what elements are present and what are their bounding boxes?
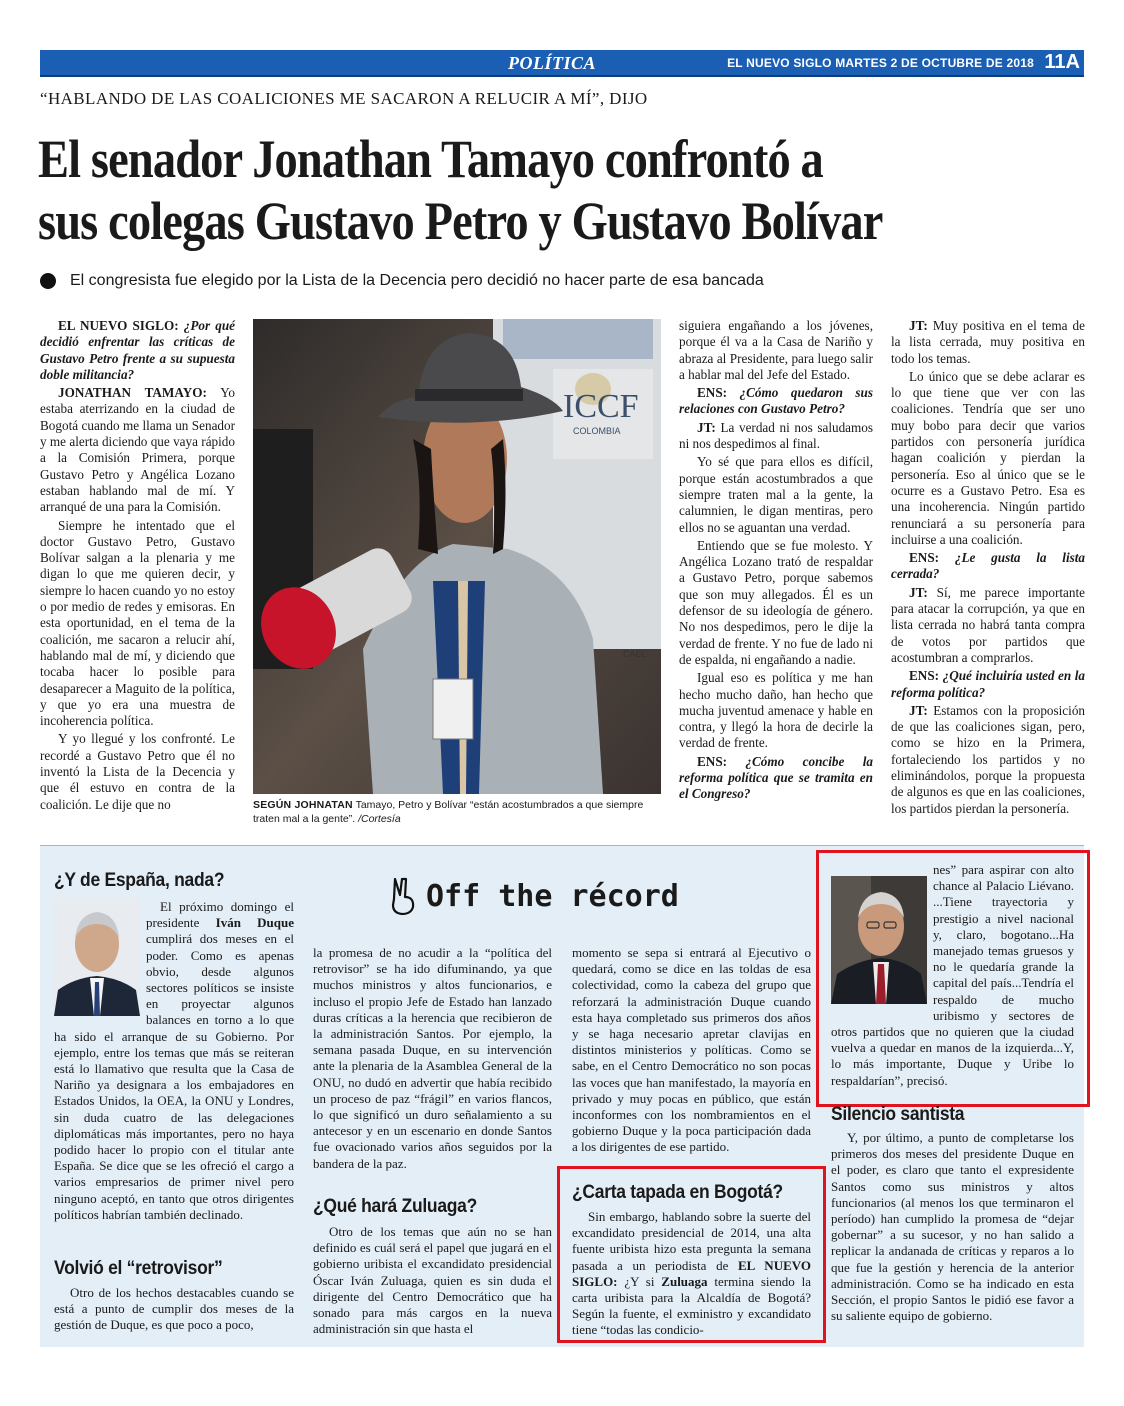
carta-text-a: Sin embargo, hablando sobre la suerte del excandidato presidencial de 2014, una alta fuente uribista hizo esta pregunta la semana pasada a un periodista de: [572, 1209, 811, 1273]
paragraph: Siempre he intentado que el doctor Gustavo Petro, Gustavo Bolívar salgan a la plenaria y me digan lo que me quieren decir, y siempre lo hacen cuando yo no estoy o por medio de redes y emisoras. En esta oportunidad, en el tema de la coalición, me sacaron a relucir ahí, hablando mal de mí, y diciendo que tocaba hacer lo posible para desaparecer a Maguito de la política, y que yo era una muestra de incoherencia política.: [40, 517, 235, 729]
silencio-text: [831, 1130, 1074, 1324]
article-column-3: [679, 318, 873, 805]
paragraph: nes” para aspirar con alto chance al Palacio Liévano. ...Tiene trayectoria y prestigio a nivel nacional y, claro, bogotano...Ha manejado temas gruesos y no le quedaría grande la capital del país...Tendría el respaldo de mucho uribismo y sectores de otros partidos que no quieren que la ciudad vuelva a quedar en manos de la izquierda...Y, lo más importante, Duque y Uribe lo respaldarían”, precisó.: [831, 862, 1074, 1088]
section-header-bar: [40, 50, 1084, 77]
victory-hand-icon: [388, 877, 418, 915]
zuluaga-text-2: [572, 945, 811, 1156]
subheading-retrovisor: Volvió el “retrovisor”: [54, 1258, 223, 1279]
page-number: 11A: [1044, 51, 1080, 73]
photo-backdrop-subtext: COLOMBIA: [573, 426, 621, 436]
subheading-zuluaga: ¿Qué hará Zuluaga?: [313, 1196, 478, 1217]
subheading-espana: ¿Y de España, nada?: [54, 870, 225, 891]
photo-banner-text: CAEL: [623, 649, 647, 659]
article-photo: [253, 319, 661, 794]
photo-backdrop-text: ICCF: [563, 388, 639, 425]
carta-text-e: termina siendo la carta uribista para la Alcaldía de Bogotá? Según la fuente, el exministro y excandidato tiene “todas las condicio-: [572, 1273, 811, 1338]
paper-date: EL NUEVO SIGLO MARTES 2 DE OCTUBRE DE 2018: [727, 56, 1034, 70]
answer: Estamos con la proposición de que las coaliciones sigan, pero, como se hizo en la Primera, fortaleciendo los partidos y no eliminándolos, porque la propuesta de algunos es que en las coaliciones, los partidos pierdan la personería.: [891, 702, 1086, 816]
carta-zuluaga-name: Zuluaga: [661, 1273, 708, 1289]
article-column-1: [40, 318, 235, 815]
off-the-record-title: [388, 877, 679, 915]
headline-line-1: El senador Jonathan Tamayo confrontó a: [38, 129, 823, 189]
paragraph: Y, por último, a punto de completarse los primeros dos meses del presidente Duque en el poder, es claro que tanto el expresidente Santos como sus ministros y altos funcionarios (al menos los que terminaron el período) han cumplido la promesa de “dejar gobernar” a su sucesor, y no han salido a replicar la andanada de críticas y reparos a lo que fue la gestión y herencia de la anterior administración. Como se ha indicado en esta Sección, el propio Santos le pidió ese favor a su saliente equipo de gobierno.: [831, 1130, 1074, 1324]
subheading-carta: ¿Carta tapada en Bogotá?: [572, 1182, 783, 1203]
question: ¿Le gusta la lista cerrada?: [891, 550, 1086, 582]
bullet-icon: [40, 273, 56, 289]
carta-text-2: [831, 862, 1074, 1089]
caption-lead: SEGÚN JOHNATAN: [253, 799, 353, 811]
deck: [40, 272, 764, 290]
deck-text: El congresista fue elegido por la Lista de la Decencia pero decidió no hacer parte de esa bancada: [70, 272, 764, 289]
answer: La verdad ni nos saludamos ni nos despedimos al final.: [679, 419, 874, 452]
interviewee-label: JT:: [697, 419, 716, 435]
zuluaga-text-1: [313, 1224, 552, 1337]
off-the-record-title-text: Off the récord: [426, 878, 679, 914]
headline: [38, 128, 1096, 252]
paragraph: Entiendo que se fue molesto. Y Angélica Lozano trató de respaldar a Gustavo Petro, porque sabemos que son muy allegados. Él es un defensor de su ideología de género. No nos despedimos, pero le dije la verdad de frente. Y no fue de lado ni de espalda, ni engañando a nadie.: [679, 537, 873, 667]
paragraph: la promesa de no acudir a la “política del retrovisor” se ha ido difuminando, ya que muchos ministros y altos funcionarios, e incluso el propio Jefe de Estado han lanzado duras críticas a la herencia que recibieron de la administración Santos. Por ejemplo, la semana pasada Duque, en su intervención ante la plenaria de la Asamblea General de la ONU, no dudó en advertir que había recibido un proceso de paz “frágil” en varios flancos, lo que significó un duro señalamiento a su antecesor y en un escenario en donde Santos fue ovacionado varios años seguidos por la bandera de la paz.: [313, 945, 552, 1171]
interviewer-label: ENS:: [909, 550, 940, 566]
interviewer-label: EL NUEVO SIGLO:: [58, 318, 179, 333]
espana-duque-name: Iván Duque: [215, 915, 294, 931]
article-column-4: [891, 318, 1085, 819]
caption-text: Tamayo, Petro y Bolívar “están acostumbrados a que siempre traten mal a la gente”.: [253, 799, 644, 825]
retrovisor-text-1: [54, 1285, 294, 1334]
question: ¿Por qué decidió enfrentar las críticas de Gustavo Petro frente a su supuesta doble militancia?: [40, 318, 235, 382]
headline-line-2: sus colegas Gustavo Petro y Gustavo Bolívar: [38, 191, 883, 251]
question: ¿Cómo quedaron sus relaciones con Gustavo Petro?: [679, 385, 873, 417]
answer: Muy positiva en el tema de la lista cerrada, muy positiva en todo los temas.: [891, 318, 1085, 366]
answer: Yo estaba aterrizando en la ciudad de Bogotá cuando me llama un Senador y me alerta diciendo que vaya rápido a la Comisión Primera, porque Gustavo Petro y Angélica Lozano estaban hablando mal de mí. Y arranqué de una para la Comisión.: [40, 385, 235, 515]
subheading-silencio: Silencio santista: [831, 1104, 965, 1125]
photo-credit: /Cortesía: [358, 813, 401, 825]
interviewee-label: JT:: [909, 318, 928, 333]
paragraph: siguiera engañando a los jóvenes, porque él va a la Casa de Nariño y abraza al Presidente, para luego salir a hablar mal del Jefe del Estado.: [679, 318, 873, 382]
carta-text-c: ¿Y si: [617, 1273, 662, 1289]
photo-illustration: [253, 319, 661, 794]
interviewee-label: JT:: [909, 702, 928, 718]
retrovisor-text-2: [313, 945, 552, 1172]
paragraph: Otro de los hechos destacables cuando se está a punto de cumplir dos meses de la gestión de Duque, es que poco a poco,: [54, 1285, 294, 1333]
kicker: “HABLANDO DE LAS COALICIONES ME SACARON A RELUCIR A MÍ”, DIJO: [40, 89, 648, 108]
carta-paper-name: EL NUEVO SIGLO:: [572, 1257, 811, 1289]
question: ¿Cómo concibe la reforma política que se tramita en el Congreso?: [679, 753, 873, 802]
espana-text: [54, 899, 294, 1223]
carta-text-1: [572, 1209, 811, 1339]
answer: Sí, me parece importante para atacar la corrupción, ya que en lista cerrada no habrá tanta compra de votos por partidos que acostumbran a comprarlos.: [891, 584, 1085, 665]
interviewer-label: ENS:: [697, 753, 728, 769]
interviewer-label: ENS:: [909, 668, 940, 684]
paragraph: Lo único que se debe aclarar es lo que tiene que ver con las coaliciones. Tendría que ser uno muy bobo para decir que varios partidos con personería jurídica hagan coalición y pierdan la personería. Eso al único que se le ocurre es a Gustavo Petro. Esa es una incoherencia. Ningún partido renunciará a su personería para incluirse a una coalición.: [891, 368, 1085, 547]
question: ¿Qué incluiría usted en la reforma política?: [891, 668, 1085, 700]
paragraph: Otro de los temas que aún no se han definido es cuál será el papel que jugará en el gobierno uribista el excandidato presidencial Óscar Iván Zuluaga, quien es sin duda el dirigente del Centro Democrático que ha sonado para más cargos en la nueva administración sin que hasta el: [313, 1224, 552, 1337]
interviewee-label: JT:: [909, 584, 928, 600]
section-name: POLÍTICA: [508, 53, 597, 73]
paragraph: Igual eso es política y me han hecho mucho daño, han hecho que mucha juventud amenace y hable en contra, y llegó la hora de decirle la verdad de frente.: [679, 670, 873, 751]
paragraph: Y yo llegué y los confronté. Le recordé a Gustavo Petro que él no inventó la Lista de la Decencia y que él estuvo en contra de la coalición. Le dije que no: [40, 731, 235, 812]
espana-text-1: El próximo domingo el presidente: [146, 899, 294, 931]
interviewee-label: JONATHAN TAMAYO:: [58, 385, 207, 401]
photo-caption: [253, 798, 661, 826]
espana-text-2: cumplirá dos meses en el poder. Como es apenas obvio, desde algunos sectores políticos se insiste en proyectar algunos balances en torno a lo que ha sido el arranque de su Gobierno. Por ejemplo, entre los temas que más se reiteran está lo llamativo que resulta que la Casa de Nariño ya designara a los embajadores en Estados Unidos, la OEA, la ONU y Londres, sin duda cuatro de las delegaciones diplomáticas más importantes, pero no haya podido hacer lo propio con el titular ante España. Se dice que se les ofreció el cargo a varios empresarios de primer nivel pero ninguno aceptó, en tanto que otros dirigentes políticos habrían también declinado.: [54, 931, 294, 1222]
interviewer-label: ENS:: [697, 385, 728, 401]
paragraph: momento se sepa si entrará al Ejecutivo o quedará, como se dice en las toldas de esa colectividad, como la cabeza del grupo que reforzará la administración Duque cuando esta haya completado sus primeros dos años y se haga necesario apretar clavijas en distintos ministerios y políticas. Como se sabe, en el Centro Democrático no son pocas las voces que han manifestado, la mayoría en privado y muy pocas en público, que están inconformes con los nombramientos en el gobierno Duque y la poca participación dada a los dirigentes de ese partido.: [572, 945, 811, 1155]
paragraph: Yo sé que para ellos es difícil, porque están acostumbrados a que siempre traten mal a la gente, la calumnien, le digan mentiras, pero ellos no se aguantan una verdad.: [679, 454, 873, 535]
